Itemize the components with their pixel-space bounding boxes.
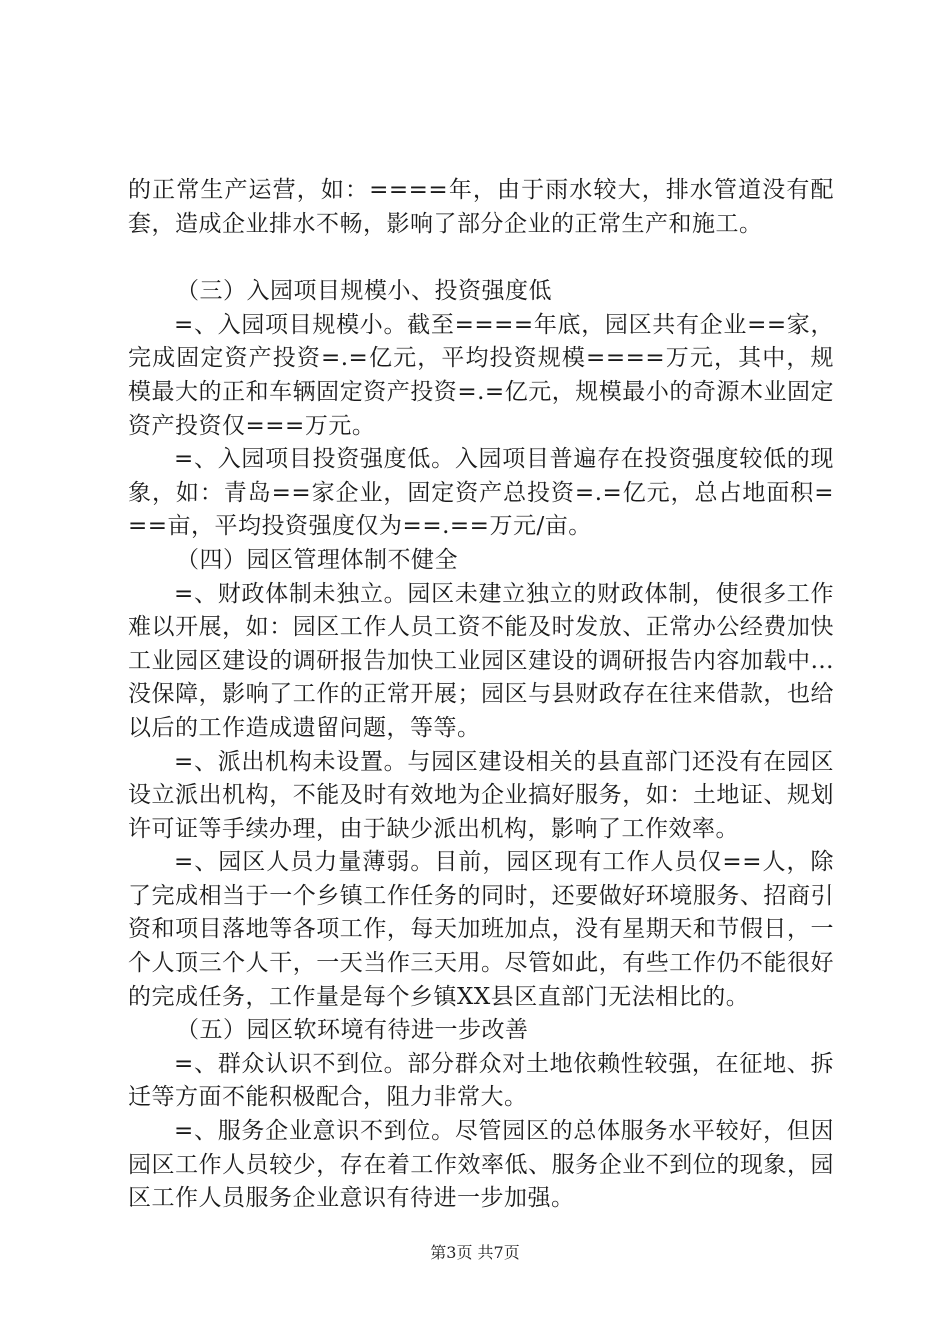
section-heading-5: （五）园区软环境有待进一步改善	[176, 1017, 529, 1044]
section-heading-4: （四）园区管理体制不健全	[176, 546, 458, 573]
paragraph-gap	[128, 241, 834, 275]
paragraph-continuation: 的正常生产运营，如：====年，由于雨水较大，排水管道没有配套，造成企业排水不畅，影响了部分企业的正常生产和施工。	[128, 177, 834, 237]
page-number-footer: 第3页 共7页	[430, 1243, 520, 1262]
paragraph-public-awareness: =、群众认识不到位。部分群众对土地依赖性较强，在征地、拆迁等方面不能积极配合，阻力非常大。	[128, 1050, 834, 1111]
section-heading-3: （三）入园项目规模小、投资强度低	[176, 278, 552, 305]
paragraph-project-scale: =、入园项目规模小。截至====年底，园区共有企业==家，完成固定资产投资=.=亿元，平均投资规模====万元，其中，规模最大的正和车辆固定资产投资=.=亿元，规模最小的奇源木业固定资产投资仅===万元。	[128, 311, 834, 439]
document-body	[128, 174, 834, 1216]
paragraph-staff-shortage: =、园区人员力量薄弱。目前，园区现有工作人员仅==人，除了完成相当于一个乡镇工作任务的同时，还要做好环境服务、招商引资和项目落地等各项工作，每天加班加点，没有星期天和节假日，一个人顶三个人干，一天当作三天用。尽管如此，有些工作仍不能很好的完成任务，工作量是每个乡镇XX县区直部门无法相比的。	[128, 849, 834, 1010]
paragraph-finance-system: =、财政体制未独立。园区未建立独立的财政体制，使很多工作难以开展，如：园区工作人员工资不能及时发放、正常办公经费加快工业园区建设的调研报告加快工业园区建设的调研报告内容加载中...没保障，影响了工作的正常开展；园区与县财政存在往来借款，也给以后的工作造成遗留问题，等等。	[128, 580, 834, 741]
paragraph-dispatched-agencies: =、派出机构未设置。与园区建设相关的县直部门还没有在园区设立派出机构，不能及时有效地为企业搞好服务，如：土地证、规划许可证等手续办理，由于缺少派出机构，影响了工作效率。	[128, 748, 834, 842]
paragraph-investment-intensity: =、入园项目投资强度低。入园项目普遍存在投资强度较低的现象，如：青岛==家企业，固定资产总投资=.=亿元，总占地面积===亩，平均投资强度仅为==.==万元/亩。	[128, 446, 834, 540]
paragraph-service-awareness: =、服务企业意识不到位。尽管园区的总体服务水平较好，但因园区工作人员较少，存在着工作效率低、服务企业不到位的现象，园区工作人员服务企业意识有待进一步加强。	[128, 1118, 834, 1212]
